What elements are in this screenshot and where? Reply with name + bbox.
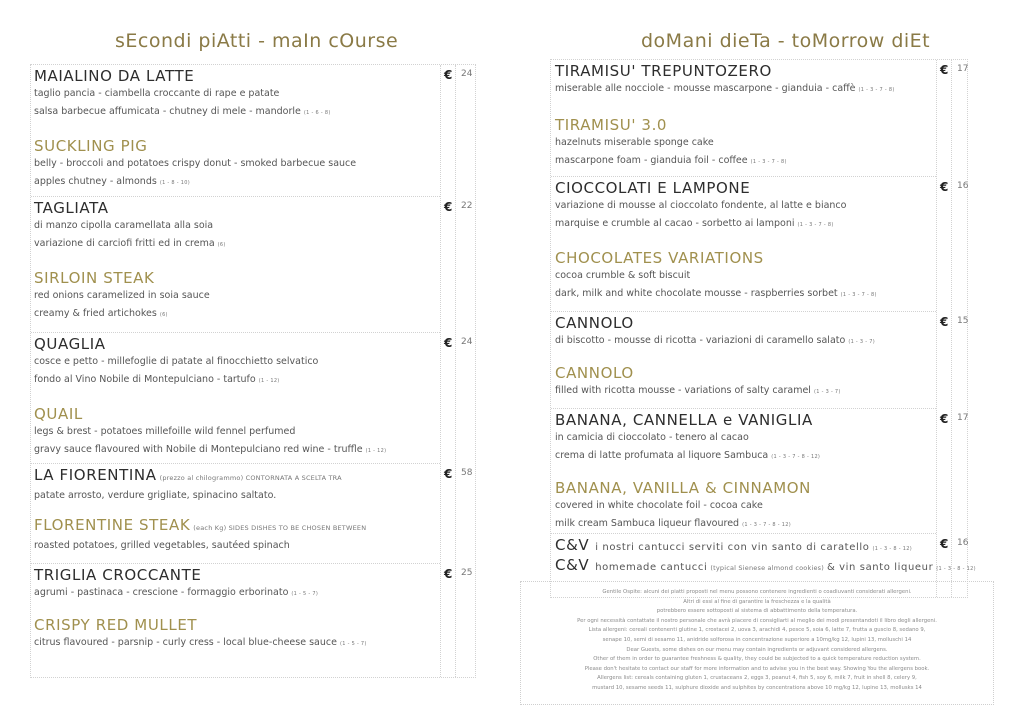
dish-description: taglio pancia - ciambella croccante di rape e patate xyxy=(34,88,280,99)
allergen-codes: (1 - 5 - 7) xyxy=(339,641,367,647)
dish-name: CANNOLO xyxy=(555,364,634,382)
column-divider xyxy=(455,65,456,677)
dish-name: CRISPY RED MULLET xyxy=(34,616,198,634)
dish-name: QUAIL xyxy=(34,405,83,423)
allergen-notice-line: Gentile Ospite: alcuni dei piatti proposti nel menu possono contenere ingredienti o coadiuvanti considerati allergeni. xyxy=(602,589,912,595)
dish-description: creamy & fried artichokes xyxy=(34,308,157,319)
allergen-codes: (1 - 3 - 7) xyxy=(848,339,876,345)
dish-name: CIOCCOLATI E LAMPONE xyxy=(555,179,751,197)
allergen-codes: (1 - 12) xyxy=(365,448,387,454)
allergen-codes: (1 - 3 - 8 - 12) xyxy=(936,566,976,572)
dish-description: milk cream Sambuca liqueur flavoured xyxy=(555,518,740,529)
allergen-notice-line: potrebbero essere sottoposti al sistema di abbattimento della temperatura. xyxy=(656,608,858,615)
menu-section xyxy=(551,60,969,177)
dish-sirloin-steak xyxy=(34,269,210,324)
allergen-notice-line: senape 10, semi di sesamo 11, anidride solforosa in concentrazione superiore a 10mg/kg 12, lupini 13, molluschi 14 xyxy=(602,636,912,643)
dish-suckling-pig xyxy=(34,137,356,192)
allergen-codes: (1 - 3 - 7 - 8) xyxy=(840,292,877,298)
menu-section xyxy=(31,333,473,464)
dish-description: gravy sauce flavoured with Nobile di Montepulciano red wine - truffle xyxy=(34,444,363,455)
dish-quail xyxy=(34,405,386,460)
item-price: 16 xyxy=(957,538,969,548)
dish-tiramisu-3-0 xyxy=(555,116,787,171)
column-divider xyxy=(936,60,937,597)
dish-name: TAGLIATA xyxy=(34,199,109,217)
dish-cannolo xyxy=(555,314,875,351)
item-price: 16 xyxy=(957,181,969,191)
dish-description: patate arrosto, verdure grigliate, spinacino saltato. xyxy=(34,490,277,501)
dish-name: TIRAMISU' TREPUNTOZERO xyxy=(555,62,772,80)
item-price: 24 xyxy=(461,337,473,347)
dish-name: SUCKLING PIG xyxy=(34,137,148,155)
dish-description: marquise e crumble al cacao - sorbetto ai lamponi xyxy=(555,218,795,229)
dish-description: belly - broccoli and potatoes crispy donut - smoked barbecue sauce xyxy=(34,158,357,169)
allergen-codes: (6) xyxy=(217,242,226,248)
menu-section xyxy=(31,197,473,333)
allergen-notice-line: Other of them in order to guarantee freshness & quality, they could be subjected to a quick temperature reduction system. xyxy=(593,656,921,663)
allergen-codes: (1 - 3 - 7 - 8) xyxy=(858,87,895,93)
item-price: 17 xyxy=(957,64,969,74)
item-price: 22 xyxy=(461,201,473,211)
allergen-codes: (1 - 3 - 7 - 8) xyxy=(750,159,787,165)
currency-symbol: € xyxy=(940,537,949,551)
dish-c-v xyxy=(555,556,976,578)
item-price: 58 xyxy=(461,468,473,478)
dish-description: hazelnuts miserable sponge cake xyxy=(555,137,714,148)
allergen-notice-line: Please don't hesitate to contact our staff for more information and to advise you in the best way. Showing You the allergens book. xyxy=(584,665,930,672)
dish-banana-cannella-e-vaniglia xyxy=(555,411,820,466)
dish-description: salsa barbecue affumicata - chutney di mele - mandorle xyxy=(34,106,301,117)
dish-description: dark, milk and white chocolate mousse - raspberries sorbet xyxy=(555,288,838,299)
dish-crispy-red-mullet xyxy=(34,616,367,653)
currency-symbol: € xyxy=(940,63,949,77)
dish-description: apples chutney - almonds xyxy=(34,176,157,187)
dish-name: TRIGLIA CROCCANTE xyxy=(34,566,202,584)
dish-name: C&V xyxy=(555,556,590,574)
currency-symbol: € xyxy=(444,200,453,214)
dish-description: filled with ricotta mousse - variations of salty caramel xyxy=(555,385,811,396)
dish-description: di biscotto - mousse di ricotta - variazioni di caramello salato xyxy=(555,335,846,346)
dish-la-fiorentina xyxy=(34,466,342,505)
dish-tagliata xyxy=(34,199,226,254)
dish-c-v xyxy=(555,536,912,558)
dish-description: agrumi - pastinaca - crescione - formaggio erborinato xyxy=(34,587,289,598)
dish-description: in camicia di cioccolato - tenero al cacao xyxy=(555,432,749,443)
dish-name: BANANA, CANNELLA e VANIGLIA xyxy=(555,411,813,429)
allergen-notice xyxy=(520,581,994,705)
dish-description: citrus flavoured - parsnip - curly cress - local blue-cheese sauce xyxy=(34,637,337,648)
dish-description: fondo al Vino Nobile di Montepulciano - tartufo xyxy=(34,374,256,385)
dish-chocolates-variations xyxy=(555,249,877,304)
allergen-codes: (1 - 5 - 7) xyxy=(291,591,319,597)
dish-cannolo xyxy=(555,364,841,401)
dish-name: TIRAMISU' 3.0 xyxy=(555,116,668,134)
currency-symbol: € xyxy=(444,467,453,481)
allergen-notice-line: Allergens list: cereals containing gluten 1, crustaceans 2, eggs 3, peanut 4, fish 5, soy 6, milk 7, fruit in shell 8, celery 9, xyxy=(597,675,917,682)
currency-symbol: € xyxy=(940,412,949,426)
dish-description: roasted potatoes, grilled vegetables, sautéed spinach xyxy=(34,540,290,551)
menu-section xyxy=(551,177,969,312)
allergen-codes: (1 - 12) xyxy=(258,378,280,384)
dish-name: CANNOLO xyxy=(555,314,634,332)
item-price: 24 xyxy=(461,69,473,79)
dish-description: mascarpone foam - gianduia foil - coffee xyxy=(555,155,748,166)
item-price: 25 xyxy=(461,568,473,578)
dish-description: i nostri cantucci serviti con vin santo di caratello xyxy=(595,542,870,553)
currency-symbol: € xyxy=(444,336,453,350)
allergen-notice-line: Dear Guests, some dishes on our menu may contain ingredients or adjuvant considered allergens. xyxy=(626,646,888,653)
item-price: 17 xyxy=(957,413,969,423)
dish-description: cosce e petto - millefoglie di patate al finocchietto selvatico xyxy=(34,356,319,367)
allergen-notice-line: Altri di essi al fine di garantire la freschezza e la qualità xyxy=(683,598,831,605)
dish-triglia-croccante xyxy=(34,566,318,603)
dish-name: LA FIORENTINA xyxy=(34,466,157,484)
dish-note: (typical Sienese almond cookies) xyxy=(710,564,824,572)
item-price: 15 xyxy=(957,316,969,326)
dish-description: & vin santo liqueur xyxy=(826,562,934,573)
dish-cioccolati-e-lampone xyxy=(555,179,846,234)
menu-section xyxy=(551,312,969,409)
column-divider xyxy=(440,65,441,677)
dish-maialino-da-latte xyxy=(34,67,331,122)
currency-symbol: € xyxy=(940,180,949,194)
dish-name: C&V xyxy=(555,536,590,554)
dessert-menu xyxy=(550,59,976,598)
dish-name: SIRLOIN STEAK xyxy=(34,269,155,287)
dish-description: red onions caramelized in soia sauce xyxy=(34,290,210,301)
currency-symbol: € xyxy=(444,567,453,581)
allergen-notice-line: Per ogni necessità contattate il nostro personale che avrà piacere di consigliarti al meglio dei modi presentandoti il libro degli allergeni. xyxy=(577,617,937,624)
left-column-title: sEcondi piAtti - maIn cOurse xyxy=(115,30,399,52)
dish-name: CHOCOLATES VARIATIONS xyxy=(555,249,764,267)
dish-quaglia xyxy=(34,335,318,390)
dish-banana-vanilla-cinnamon xyxy=(555,479,811,534)
dish-description: miserable alle nocciole - mousse mascarpone - gianduia - caffè xyxy=(555,83,856,94)
allergen-codes: (1 - 6 - 8) xyxy=(303,110,331,116)
dish-name: QUAGLIA xyxy=(34,335,106,353)
allergen-notice-line: mustard 10, sesame seeds 11, sulphure dioxide and sulphites by concentrations above 10 mg/kg 12, lupine 13, mollusks 14 xyxy=(592,684,922,691)
dish-note: (prezzo al chilogrammo) CONTORNATA A SCELTA TRA xyxy=(159,474,342,482)
dish-note: (each Kg) SIDES DISHES TO BE CHOSEN BETWEEN xyxy=(193,524,367,532)
right-column-title: doMani dieTa - toMorrow diEt xyxy=(641,30,931,52)
menu-section xyxy=(551,409,969,534)
dish-description: variazione di mousse al cioccolato fondente, al latte e bianco xyxy=(555,200,847,211)
dish-description: legs & brest - potatoes millefoille wild fennel perfumed xyxy=(34,426,296,437)
menu-section xyxy=(31,464,473,564)
dish-name: MAIALINO DA LATTE xyxy=(34,67,195,85)
dish-description: cocoa crumble & soft biscuit xyxy=(555,270,691,281)
dish-description: variazione di carciofi fritti ed in crema xyxy=(34,238,215,249)
currency-symbol: € xyxy=(940,315,949,329)
dish-description: covered in white chocolate foil - cocoa cake xyxy=(555,500,763,511)
dish-description: homemade cantucci xyxy=(595,562,708,573)
column-divider xyxy=(951,60,952,597)
dish-name: BANANA, VANILLA & CINNAMON xyxy=(555,479,811,497)
allergen-notice-line: Lista allergeni: cereali contenenti glutine 1, crostacei 2, uova 3, arachidi 4, pesce 5, soia 6, latte 7, frutta a guscio 8, sedano 9, xyxy=(588,627,926,634)
dish-florentine-steak xyxy=(34,516,366,555)
menu-section xyxy=(31,65,473,197)
allergen-codes: (1 - 3 - 8 - 12) xyxy=(872,546,912,552)
main-course-menu xyxy=(30,64,476,678)
dish-description: di manzo cipolla caramellata alla soia xyxy=(34,220,214,231)
allergen-codes: (1 - 3 - 7 - 8) xyxy=(797,222,834,228)
menu-section xyxy=(31,564,473,679)
dish-tiramisu-trepuntozero xyxy=(555,62,895,99)
currency-symbol: € xyxy=(444,68,453,82)
allergen-codes: (6) xyxy=(159,312,168,318)
dish-description: crema di latte profumata al liquore Sambuca xyxy=(555,450,769,461)
allergen-codes: (1 - 8 - 10) xyxy=(159,180,191,186)
allergen-codes: (1 - 3 - 7 - 8 - 12) xyxy=(771,454,821,460)
allergen-codes: (1 - 3 - 7) xyxy=(813,389,841,395)
dish-name: FLORENTINE STEAK xyxy=(34,516,191,534)
allergen-codes: (1 - 3 - 7 - 8 - 12) xyxy=(742,522,792,528)
